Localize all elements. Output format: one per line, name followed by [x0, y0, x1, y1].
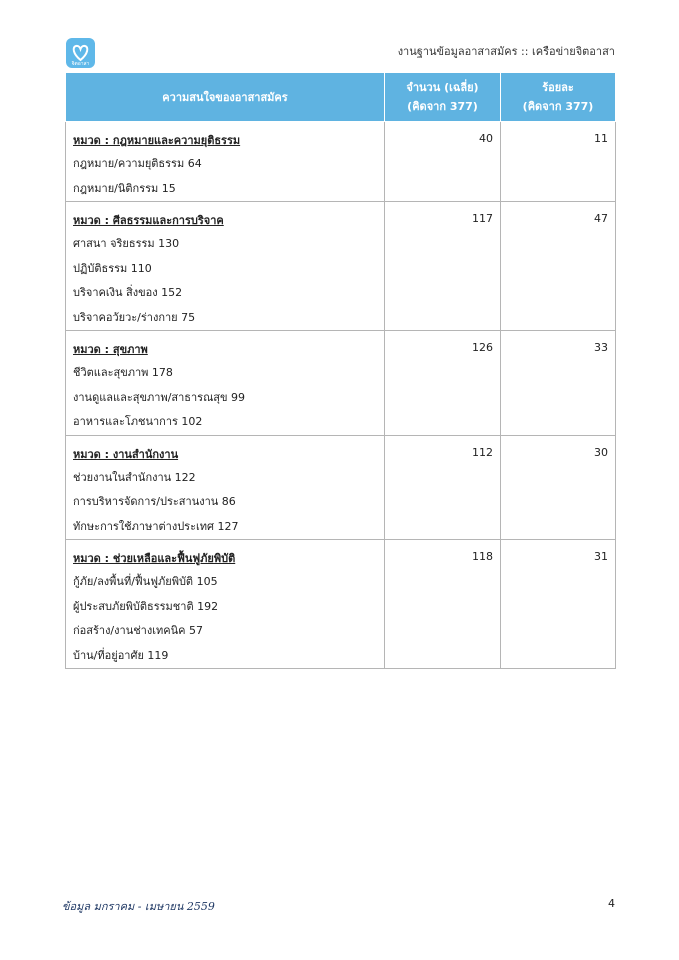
logo-icon: [66, 38, 95, 68]
interest-item: ชีวิตและสุขภาพ 178: [73, 366, 173, 379]
page-number: 4: [608, 897, 615, 910]
interest-item: งานดูแลและสุขภาพ/สาธารณสุข 99: [73, 390, 246, 404]
category-cell: [66, 331, 385, 436]
count-cell: 112: [385, 435, 501, 540]
interest-item: กฎหมาย/ความยุติธรรม 64: [73, 157, 202, 170]
interest-item: ก่อสร้าง/งานช่างเทคนิค 57: [73, 624, 203, 637]
interest-item: ทักษะการใช้ภาษาต่างประเทศ 127: [73, 519, 239, 533]
category-title: หมวด : ศีลธรรมและการบริจาค: [73, 214, 224, 227]
interest-item: บริจาคอวัยวะ/ร่างกาย 75: [73, 310, 196, 324]
percent-cell: 33: [501, 331, 616, 436]
interest-item: การบริหารจัดการ/ประสานงาน 86: [73, 495, 236, 508]
logo-text: จิตอาสา: [71, 61, 90, 67]
count-cell: 117: [385, 202, 501, 331]
percent-cell: 31: [501, 540, 616, 669]
interest-item: ช่วยงานในสำนักงาน 122: [73, 470, 196, 484]
category-title: หมวด : งานสำนักงาน: [73, 447, 179, 461]
column-header-count: จำนวน (เฉลี่ย) (คิดจาก 377): [385, 73, 501, 122]
category-title: หมวด : สุขภาพ: [73, 343, 148, 356]
category-cell: [66, 202, 385, 331]
table-row: [66, 202, 616, 331]
percent-cell: 47: [501, 202, 616, 331]
interest-item: บริจาคเงิน สิ่งของ 152: [73, 286, 183, 299]
count-cell: 126: [385, 331, 501, 436]
count-cell: 40: [385, 122, 501, 202]
interest-item: อาหารและโภชนาการ 102: [73, 415, 203, 428]
percent-cell: 30: [501, 435, 616, 540]
interest-item: บ้าน/ที่อยู่อาศัย 119: [73, 648, 169, 662]
category-cell: [66, 122, 385, 202]
table-row: [66, 331, 616, 436]
table-row: [66, 435, 616, 540]
column-header-interest: ความสนใจของอาสาสมัคร: [66, 73, 385, 122]
category-title: หมวด : กฎหมายและความยุติธรรม: [73, 134, 241, 147]
interest-item: ปฏิบัติธรรม 110: [73, 261, 152, 275]
interest-item: ผู้ประสบภัยพิบัติธรรมชาติ 192: [73, 599, 219, 613]
interest-item: ศาสนา จริยธรรม 130: [73, 237, 180, 250]
category-title: หมวด : ช่วยเหลือและฟื้นฟูภัยพิบัติ: [73, 552, 236, 565]
interest-table: [65, 73, 616, 669]
category-cell: [66, 435, 385, 540]
interest-item: กู้ภัย/ลงพื้นที่/ฟื้นฟูภัยพิบัติ 105: [73, 575, 218, 588]
interest-item: กฎหมาย/นิติกรรม 15: [73, 181, 176, 195]
footer-date-range: ข้อมูล มกราคม - เมษายน 2559: [62, 900, 215, 913]
column-header-percent: ร้อยละ (คิดจาก 377): [501, 73, 616, 122]
category-cell: [66, 540, 385, 669]
percent-cell: 11: [501, 122, 616, 202]
count-cell: 118: [385, 540, 501, 669]
header-title: งานฐานข้อมูลอาสาสมัคร :: เครือข่ายจิตอาสา: [397, 45, 615, 58]
table-row: [66, 540, 616, 669]
table-header-row: [66, 73, 616, 122]
table-body: [66, 122, 616, 669]
table-row: [66, 122, 616, 202]
